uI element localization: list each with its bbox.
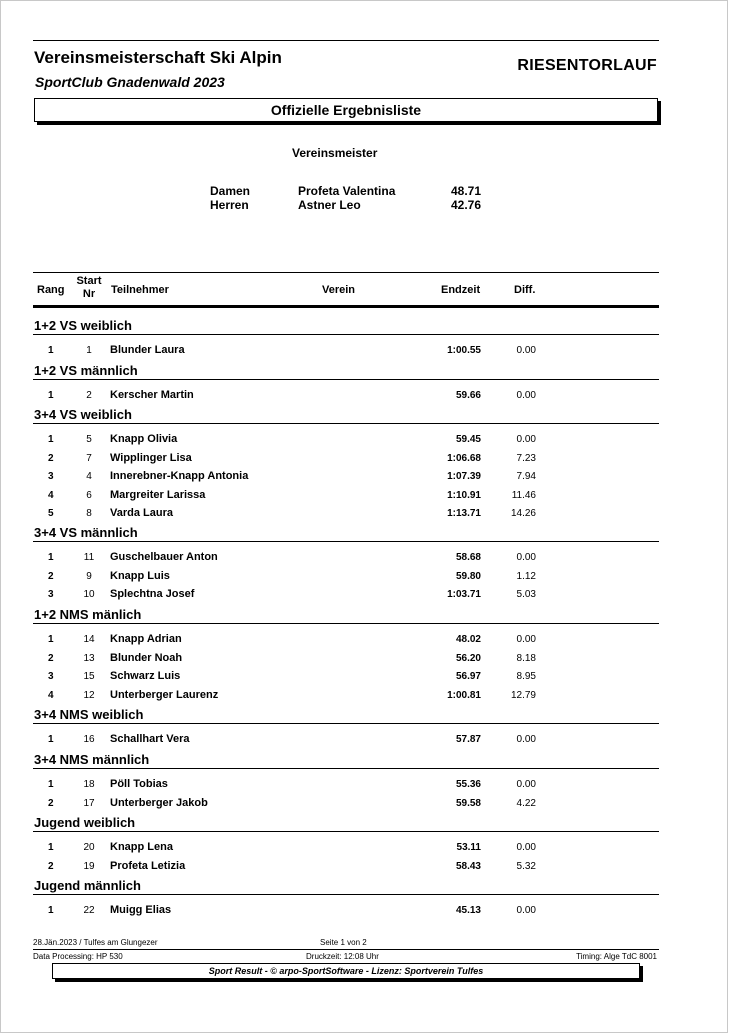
participant-name-cell: Unterberger Jakob <box>110 796 208 809</box>
end-time-cell: 1:00.81 <box>447 689 481 701</box>
group-rule <box>33 723 659 724</box>
start-number-cell: 14 <box>83 634 95 645</box>
end-time-cell: 1:00.55 <box>447 345 481 356</box>
footer-page-number: Seite 1 von 2 <box>320 938 367 947</box>
rank-cell: 2 <box>48 570 54 582</box>
start-number-cell: 10 <box>83 589 95 600</box>
start-number-cell: 6 <box>86 489 92 501</box>
rank-cell: 2 <box>48 860 54 872</box>
champion-name: Astner Leo <box>298 198 361 212</box>
group-title: 1+2 VS weiblich <box>34 318 132 333</box>
diff-cell: 5.32 <box>516 860 536 872</box>
diff-cell: 0.00 <box>516 905 536 916</box>
group-title: Jugend weiblich <box>34 815 136 830</box>
start-number-cell: 13 <box>83 652 95 664</box>
footer-date-location: 28.Jän.2023 / Tulfes am Glungezer <box>33 938 158 947</box>
group-rule <box>33 623 659 624</box>
rank-cell: 2 <box>48 452 54 464</box>
participant-name-cell: Kerscher Martin <box>110 389 194 401</box>
end-time-cell: 58.68 <box>455 552 481 563</box>
result-row <box>0 571 729 587</box>
rank-cell: 1 <box>48 842 54 853</box>
participant-name-cell: Knapp Luis <box>110 569 170 582</box>
result-row <box>0 634 729 650</box>
participant-name-cell: Guschelbauer Anton <box>110 551 218 563</box>
result-row <box>0 861 729 877</box>
diff-cell: 5.03 <box>516 589 536 600</box>
participant-name-cell: Margreiter Larissa <box>110 488 206 501</box>
end-time-cell: 59.58 <box>455 797 481 809</box>
start-number-cell: 22 <box>83 905 95 916</box>
official-results-banner <box>34 98 658 122</box>
participant-name-cell: Varda Laura <box>110 507 173 519</box>
rank-cell: 4 <box>48 489 54 501</box>
group-rule <box>33 379 659 380</box>
start-number-cell: 8 <box>86 508 92 519</box>
champion-category: Herren <box>210 198 249 212</box>
result-row <box>0 434 729 450</box>
footer-print-time: Druckzeit: 12:08 Uhr <box>306 952 379 961</box>
start-number-cell: 4 <box>86 471 92 482</box>
result-row <box>0 471 729 487</box>
diff-cell: 0.00 <box>516 552 536 563</box>
diff-cell: 4.22 <box>516 797 536 809</box>
start-number-cell: 7 <box>86 452 92 464</box>
result-row <box>0 734 729 750</box>
participant-name-cell: Knapp Adrian <box>110 633 182 645</box>
end-time-cell: 1:06.68 <box>447 452 481 464</box>
end-time-cell: 1:03.71 <box>447 589 481 600</box>
diff-cell: 0.00 <box>516 779 536 790</box>
rank-cell: 4 <box>48 689 54 701</box>
participant-name-cell: Schallhart Vera <box>110 733 190 745</box>
group-rule <box>33 423 659 424</box>
group-title: 1+2 VS männlich <box>34 363 138 378</box>
participant-name-cell: Innerebner-Knapp Antonia <box>110 470 249 482</box>
rank-cell: 5 <box>48 508 54 519</box>
result-row <box>0 508 729 524</box>
group-rule <box>33 831 659 832</box>
start-number-cell: 20 <box>83 842 95 853</box>
participant-name-cell: Pöll Tobias <box>110 778 168 790</box>
diff-cell: 11.46 <box>511 489 536 501</box>
footer-data-processing: Data Processing: HP 530 <box>33 952 123 961</box>
diff-cell: 0.00 <box>516 434 536 445</box>
group-title: 3+4 VS weiblich <box>34 407 132 422</box>
rank-cell: 3 <box>48 589 54 600</box>
result-row <box>0 690 729 706</box>
rank-cell: 2 <box>48 797 54 809</box>
group-rule <box>33 334 659 335</box>
end-time-cell: 1:13.71 <box>447 508 481 519</box>
participant-name-cell: Schwarz Luis <box>110 670 181 682</box>
start-number-cell: 11 <box>83 552 95 563</box>
end-time-cell: 58.43 <box>455 860 481 872</box>
official-results-label: Offizielle Ergebnisliste <box>270 102 422 118</box>
group-title: 3+4 NMS weiblich <box>34 707 144 722</box>
end-time-cell: 56.97 <box>455 671 481 682</box>
diff-cell: 7.23 <box>516 452 536 464</box>
column-header-bottom-rule <box>33 305 659 308</box>
result-row <box>0 779 729 795</box>
rank-cell: 3 <box>48 471 54 482</box>
column-start-line2: Nr <box>82 288 96 300</box>
group-title: 3+4 NMS männlich <box>34 752 150 767</box>
club-champions-title: Vereinsmeister <box>292 146 378 160</box>
result-row <box>0 453 729 469</box>
diff-cell: 8.95 <box>516 671 536 682</box>
result-row <box>0 798 729 814</box>
result-row <box>0 653 729 669</box>
participant-name-cell: Profeta Letizia <box>110 859 186 872</box>
diff-cell: 0.00 <box>516 634 536 645</box>
rank-cell: 2 <box>48 652 54 664</box>
result-row <box>0 671 729 687</box>
rank-cell: 1 <box>48 345 54 356</box>
event-title: Vereinsmeisterschaft Ski Alpin <box>34 48 282 67</box>
group-rule <box>33 768 659 769</box>
start-number-cell: 18 <box>83 779 95 790</box>
start-number-cell: 15 <box>83 671 95 682</box>
end-time-cell: 59.80 <box>455 570 481 582</box>
rank-cell: 1 <box>48 779 54 790</box>
result-row <box>0 390 729 406</box>
diff-cell: 0.00 <box>516 390 536 401</box>
header-top-rule <box>33 40 659 41</box>
group-rule <box>33 894 659 895</box>
group-title: 3+4 VS männlich <box>34 525 138 540</box>
champion-category: Damen <box>210 184 251 198</box>
column-header-top-rule <box>33 272 659 273</box>
champion-time: 48.71 <box>451 184 482 198</box>
participant-name-cell: Wipplinger Lisa <box>110 451 192 464</box>
start-number-cell: 12 <box>83 689 95 701</box>
discipline-label: RIESENTORLAUF <box>517 57 657 74</box>
diff-cell: 0.00 <box>516 345 536 356</box>
champion-time: 42.76 <box>451 198 482 212</box>
end-time-cell: 1:10.91 <box>447 489 481 501</box>
column-club: Verein <box>322 284 356 296</box>
footer-software-label: Sport Result - © arpo-SportSoftware - Lizenz: Sportverein Tulfes <box>208 966 484 976</box>
diff-cell: 8.18 <box>516 652 536 664</box>
champion-name: Profeta Valentina <box>298 184 396 198</box>
result-row <box>0 589 729 605</box>
column-start-line1: Start <box>76 275 102 287</box>
group-title: Jugend männlich <box>34 878 141 893</box>
participant-name-cell: Blunder Noah <box>110 651 183 664</box>
participant-name-cell: Knapp Olivia <box>110 433 178 445</box>
footer-timing: Timing: Alge TdC 8001 <box>576 952 657 961</box>
result-row <box>0 345 729 361</box>
rank-cell: 1 <box>48 552 54 563</box>
column-start-number <box>70 275 108 301</box>
diff-cell: 12.79 <box>510 689 536 701</box>
rank-cell: 1 <box>48 905 54 916</box>
participant-name-cell: Muigg Elias <box>110 904 172 916</box>
group-title: 1+2 NMS mänlich <box>34 607 142 622</box>
diff-cell: 0.00 <box>516 842 536 853</box>
start-number-cell: 17 <box>83 797 95 809</box>
participant-name-cell: Blunder Laura <box>110 344 185 356</box>
start-number-cell: 1 <box>86 345 92 356</box>
footer-rule <box>33 949 659 950</box>
start-number-cell: 5 <box>86 434 92 445</box>
diff-cell: 0.00 <box>516 734 536 745</box>
participant-name-cell: Unterberger Laurenz <box>110 688 219 701</box>
column-rank: Rang <box>37 284 65 296</box>
end-time-cell: 45.13 <box>455 905 481 916</box>
result-row <box>0 490 729 506</box>
end-time-cell: 56.20 <box>455 652 481 664</box>
result-row <box>0 552 729 568</box>
footer-software-banner <box>52 963 640 979</box>
start-number-cell: 9 <box>86 570 92 582</box>
participant-name-cell: Splechtna Josef <box>110 588 195 600</box>
diff-cell: 1.12 <box>516 570 536 582</box>
rank-cell: 1 <box>48 634 54 645</box>
rank-cell: 3 <box>48 671 54 682</box>
end-time-cell: 55.36 <box>455 779 481 790</box>
diff-cell: 7.94 <box>516 471 536 482</box>
column-participant: Teilnehmer <box>111 284 169 296</box>
rank-cell: 1 <box>48 434 54 445</box>
end-time-cell: 1:07.39 <box>447 471 481 482</box>
diff-cell: 14.26 <box>510 508 536 519</box>
group-rule <box>33 541 659 542</box>
start-number-cell: 2 <box>86 390 92 401</box>
end-time-cell: 48.02 <box>455 634 481 645</box>
start-number-cell: 16 <box>83 734 95 745</box>
end-time-cell: 53.11 <box>456 842 481 853</box>
end-time-cell: 57.87 <box>455 734 481 745</box>
end-time-cell: 59.45 <box>455 434 481 445</box>
column-end-time: Endzeit <box>441 284 481 296</box>
rank-cell: 1 <box>48 390 54 401</box>
participant-name-cell: Knapp Lena <box>110 841 173 853</box>
event-subtitle: SportClub Gnadenwald 2023 <box>35 74 225 90</box>
start-number-cell: 19 <box>83 860 95 872</box>
result-row <box>0 842 729 858</box>
column-diff: Diff. <box>514 284 536 296</box>
rank-cell: 1 <box>48 734 54 745</box>
end-time-cell: 59.66 <box>455 390 481 401</box>
result-row <box>0 905 729 921</box>
